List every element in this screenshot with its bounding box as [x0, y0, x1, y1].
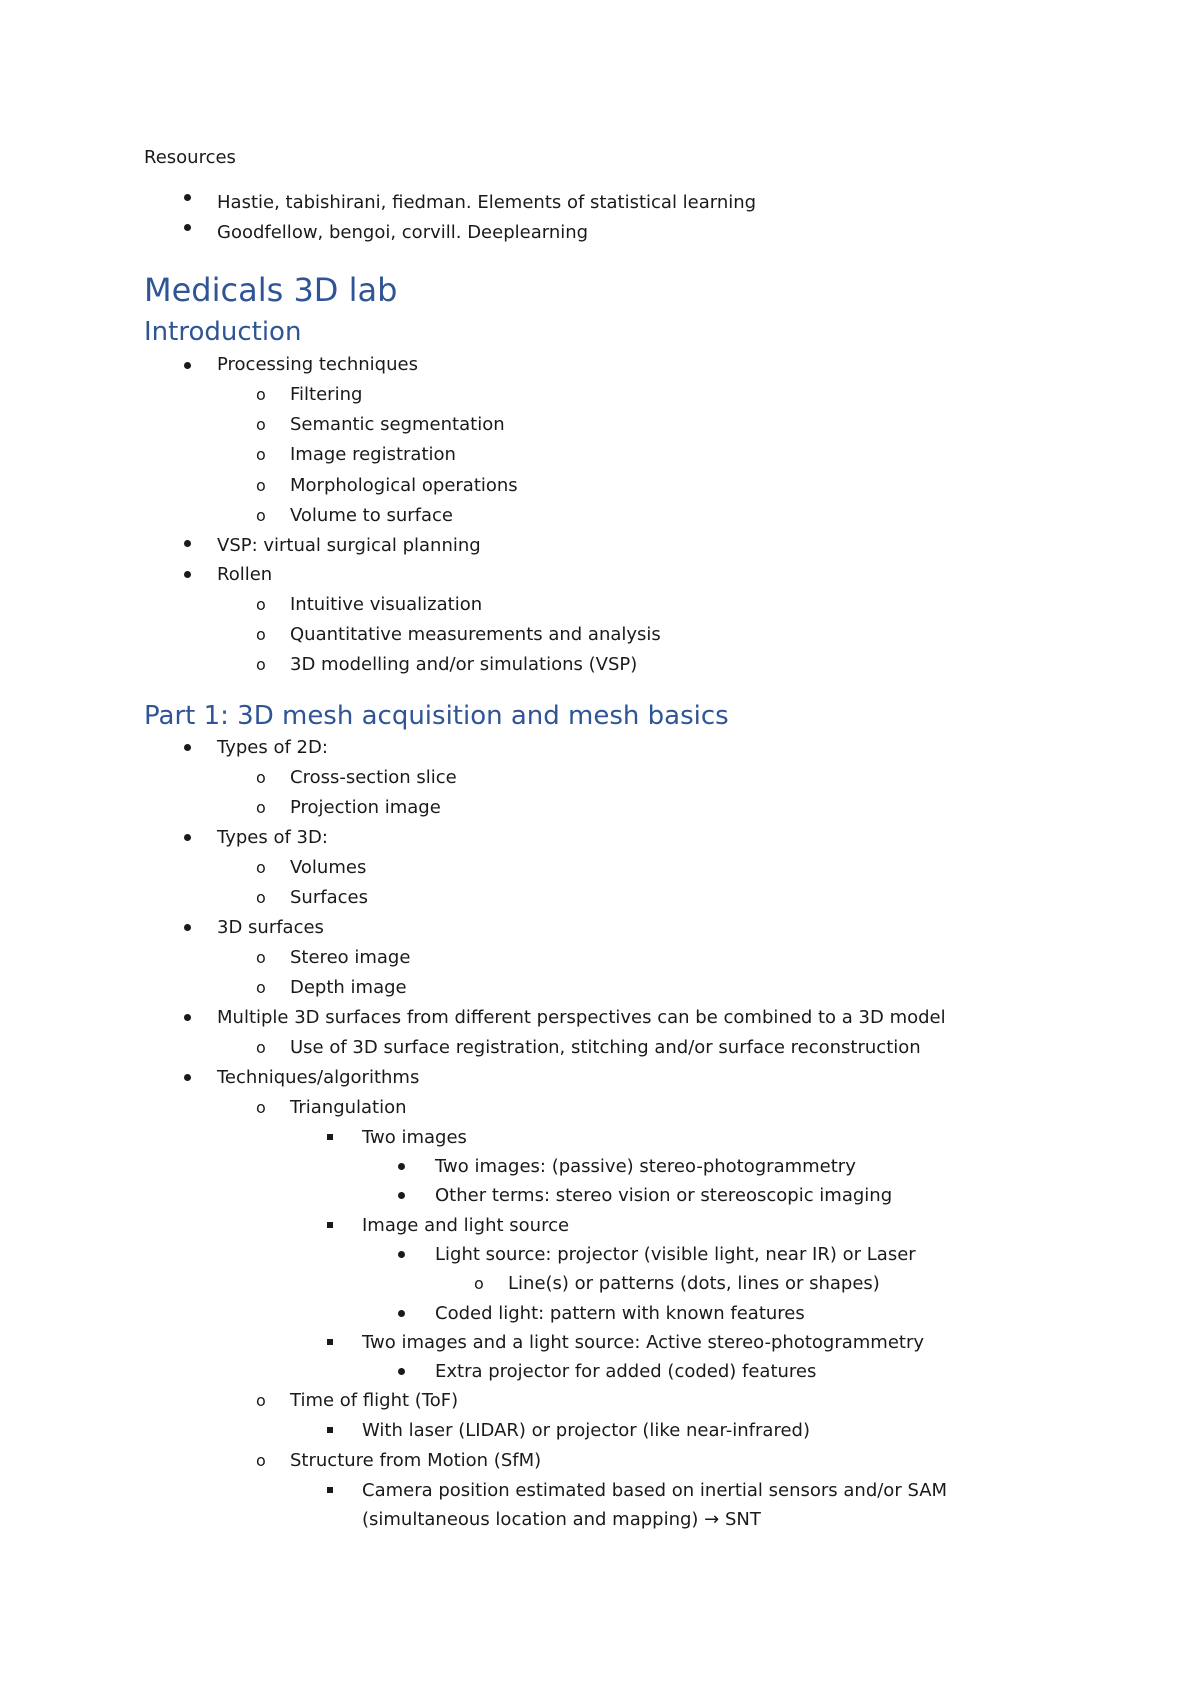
bullet-circle: o [256, 888, 266, 907]
bullet-circle: o [256, 385, 266, 404]
resources-heading: Resources [144, 147, 236, 168]
list-item: Image and light source [362, 1215, 570, 1236]
list-item: 3D modelling and/or simulations (VSP) [290, 654, 638, 675]
bullet-circle: o [256, 415, 266, 434]
bullet-circle: o [256, 858, 266, 877]
list-item: Types of 2D: [217, 737, 328, 758]
bullet-disc [184, 362, 191, 369]
list-item: Types of 3D: [217, 827, 328, 848]
bullet-circle: o [256, 506, 266, 525]
list-item: Morphological operations [290, 475, 518, 496]
list-item-continuation: (simultaneous location and mapping) → SNT [362, 1509, 761, 1530]
bullet-disc [184, 571, 191, 578]
bullet-square [327, 1487, 333, 1493]
bullet-disc [184, 224, 191, 231]
list-item: Hastie, tabishirani, fiedman. Elements of statistical learning [217, 192, 757, 213]
bullet-circle: o [256, 798, 266, 817]
list-item: Structure from Motion (SfM) [290, 1450, 542, 1471]
bullet-disc [184, 194, 191, 201]
bullet-circle: o [256, 1098, 266, 1117]
bullet-disc [184, 744, 191, 751]
bullet-disc [184, 1074, 191, 1081]
list-item: Two images and a light source: Active stereo-photogrammetry [362, 1332, 925, 1353]
list-item: Filtering [290, 384, 363, 405]
list-item: Two images: (passive) stereo-photogrammetry [435, 1156, 856, 1177]
bullet-disc [184, 834, 191, 841]
list-item: Depth image [290, 977, 407, 998]
section-heading: Part 1: 3D mesh acquisition and mesh basics [144, 701, 729, 731]
list-item: Line(s) or patterns (dots, lines or shapes) [508, 1273, 880, 1294]
bullet-circle: o [256, 1391, 266, 1410]
bullet-disc [398, 1192, 405, 1199]
bullet-circle: o [256, 948, 266, 967]
list-item: Volume to surface [290, 505, 453, 526]
bullet-disc [398, 1163, 405, 1170]
list-item: Triangulation [290, 1097, 407, 1118]
list-item: Extra projector for added (coded) features [435, 1361, 817, 1382]
bullet-square [327, 1222, 333, 1228]
bullet-circle: o [256, 768, 266, 787]
bullet-circle: o [474, 1274, 484, 1293]
bullet-circle: o [256, 625, 266, 644]
list-item: 3D surfaces [217, 917, 324, 938]
list-item: Quantitative measurements and analysis [290, 624, 661, 645]
bullet-disc [184, 1014, 191, 1021]
bullet-disc [398, 1368, 405, 1375]
list-item: VSP: virtual surgical planning [217, 535, 481, 556]
list-item: Rollen [217, 564, 273, 585]
bullet-square [327, 1339, 333, 1345]
list-item: Coded light: pattern with known features [435, 1303, 805, 1324]
list-item: Intuitive visualization [290, 594, 483, 615]
list-item: Camera position estimated based on inertial sensors and/or SAM [362, 1480, 948, 1501]
list-item: With laser (LIDAR) or projector (like near-infrared) [362, 1420, 810, 1441]
list-item: Cross-section slice [290, 767, 457, 788]
bullet-disc [184, 540, 191, 547]
list-item: Surfaces [290, 887, 368, 908]
list-item: Use of 3D surface registration, stitching and/or surface reconstruction [290, 1037, 921, 1058]
bullet-circle: o [256, 1451, 266, 1470]
bullet-circle: o [256, 476, 266, 495]
list-item: Semantic segmentation [290, 414, 505, 435]
section-heading: Introduction [144, 317, 302, 347]
bullet-square [327, 1427, 333, 1433]
list-item: Time of flight (ToF) [290, 1390, 459, 1411]
bullet-disc [398, 1251, 405, 1258]
list-item: Goodfellow, bengoi, corvill. Deeplearning [217, 222, 589, 243]
list-item: Multiple 3D surfaces from different perspectives can be combined to a 3D model [217, 1007, 946, 1028]
bullet-disc [184, 924, 191, 931]
bullet-circle: o [256, 1038, 266, 1057]
bullet-disc [398, 1310, 405, 1317]
list-item: Stereo image [290, 947, 411, 968]
page-title: Medicals 3D lab [144, 271, 398, 309]
list-item: Other terms: stereo vision or stereoscopic imaging [435, 1185, 893, 1206]
list-item: Light source: projector (visible light, near IR) or Laser [435, 1244, 916, 1265]
list-item: Projection image [290, 797, 441, 818]
bullet-square [327, 1134, 333, 1140]
bullet-circle: o [256, 445, 266, 464]
bullet-circle: o [256, 655, 266, 674]
list-item: Processing techniques [217, 354, 418, 375]
list-item: Techniques/algorithms [217, 1067, 420, 1088]
list-item: Volumes [290, 857, 367, 878]
bullet-circle: o [256, 978, 266, 997]
list-item: Image registration [290, 444, 456, 465]
bullet-circle: o [256, 595, 266, 614]
list-item: Two images [362, 1127, 467, 1148]
